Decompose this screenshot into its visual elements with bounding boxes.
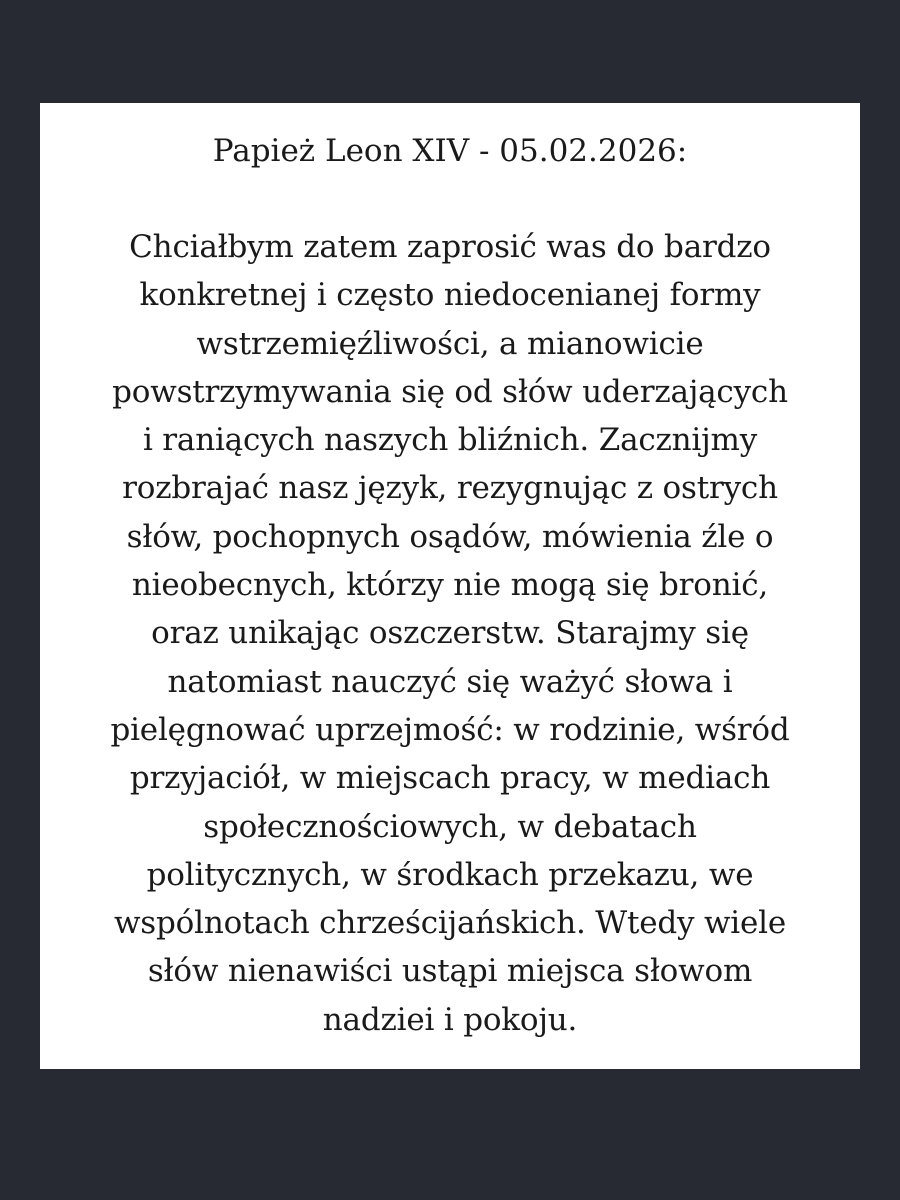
quote-line: pielęgnować uprzejmość: w rodzinie, wśród [110,711,790,748]
quote-line: oraz unikając oszczerstw. Starajmy się [151,615,749,652]
quote-line: natomiast nauczyć się ważyć słowa i [167,663,733,700]
quote-line: słów, pochopnych osądów, mówienia źle o [126,518,774,555]
quote-line: politycznych, w środkach przekazu, we [146,856,754,893]
quote-line: wspólnotach chrześcijańskich. Wtedy wiele [113,905,787,942]
quote-line: powstrzymywania się od słów uderzających [112,373,788,410]
quote-line: przyjaciół, w miejscach pracy, w mediach [129,760,771,797]
quote-card [40,103,860,1069]
quote-line: nadziei i pokoju. [322,1001,578,1038]
quote-line: nieobecnych, którzy nie mogą się bronić, [131,567,769,604]
quote-heading: Papież Leon XIV - 05.02.2026: [212,133,688,169]
quote-line: i raniących naszych bliźnich. Zacznijmy [142,422,758,459]
quote-line: rozbrajać nasz język, rezygnując z ostrych [122,470,778,507]
quote-line: wstrzemięźliwości, a mianowicie [196,325,704,362]
quote-line: Chciałbym zatem zaprosić was do bardzo [129,229,771,265]
quote-line: słów nienawiści ustąpi miejsca słowom [147,953,753,990]
quote-line: społecznościowych, w debatach [203,808,697,845]
quote-body [40,223,860,1044]
quote-line: konkretnej i często niedocenianej formy [139,277,761,314]
